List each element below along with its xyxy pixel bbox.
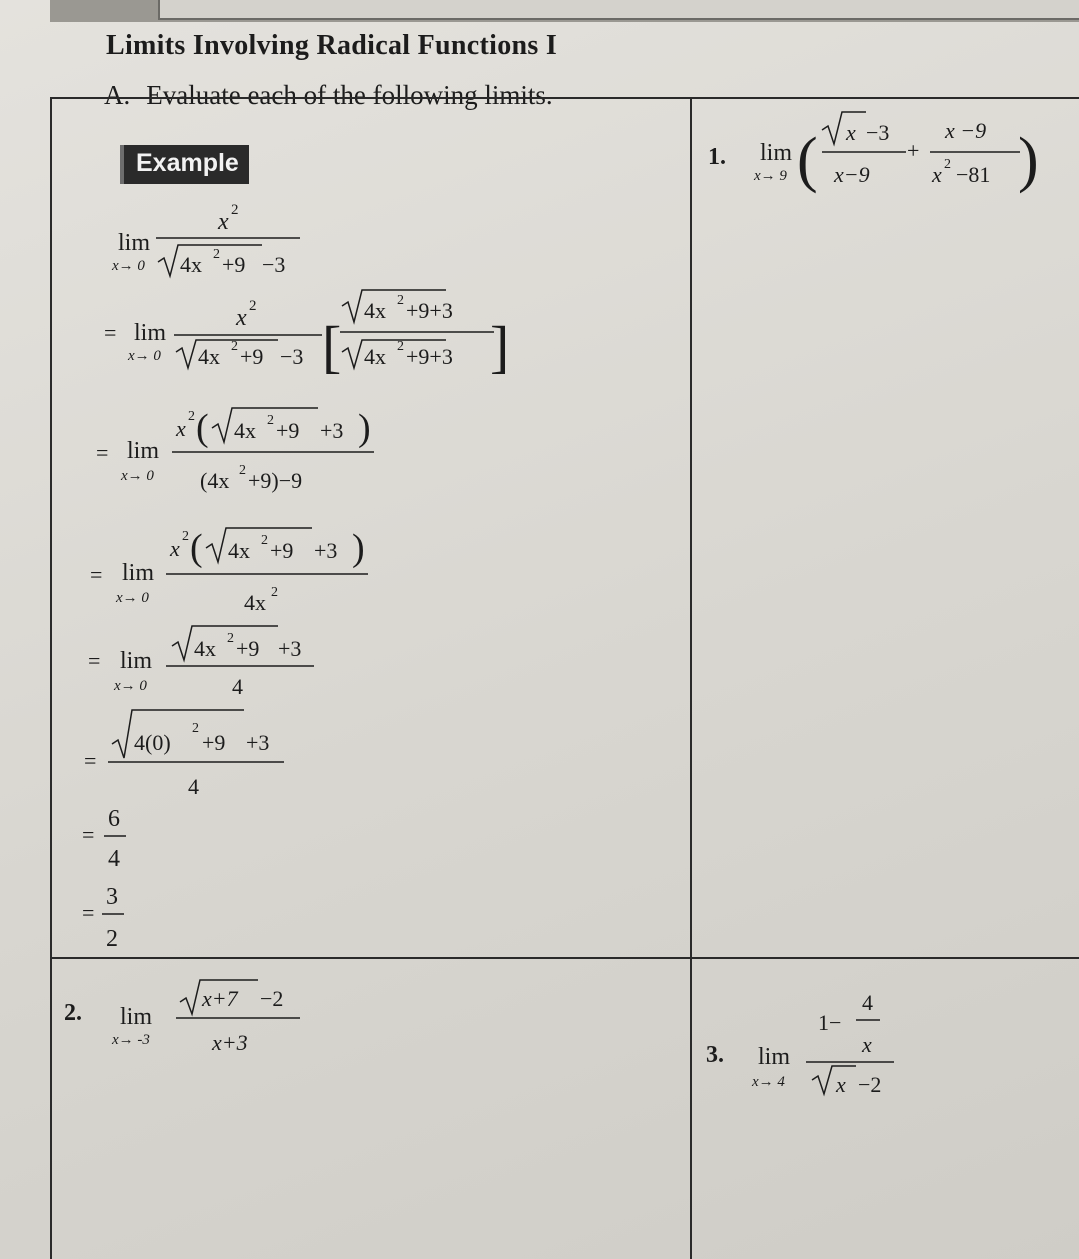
denominator-end: +9)−9 bbox=[248, 468, 303, 493]
open-paren: ( bbox=[190, 527, 203, 569]
denominator-tail: −81 bbox=[956, 162, 991, 187]
denominator: x+3 bbox=[212, 1030, 248, 1055]
example-step-1 bbox=[111, 202, 300, 277]
inner-denominator: x bbox=[862, 1032, 872, 1057]
lim-text: lim bbox=[122, 560, 155, 586]
close-paren: ) bbox=[358, 407, 371, 449]
numerator-x: x bbox=[236, 305, 247, 331]
plus-three: +3 bbox=[278, 636, 302, 661]
lim-text: lim bbox=[127, 438, 160, 464]
worksheet-title: Limits Involving Radical Functions I bbox=[106, 30, 558, 61]
equals-sign: = bbox=[84, 748, 97, 773]
exponent: 2 bbox=[397, 339, 404, 354]
problem-1 bbox=[708, 112, 1039, 194]
denominator: 4 bbox=[232, 674, 243, 699]
lim-subscript: x→ -3 bbox=[112, 1032, 150, 1048]
denominator: 2 bbox=[106, 926, 118, 952]
lim-text: lim bbox=[120, 1004, 153, 1030]
lim-text: lim bbox=[118, 230, 151, 256]
exponent: 2 bbox=[182, 529, 189, 544]
radicand-tail: +9 bbox=[222, 252, 246, 277]
radical-sign bbox=[172, 626, 278, 660]
exponent: 2 bbox=[239, 463, 246, 478]
exponent: 2 bbox=[271, 585, 278, 600]
equals-sign: = bbox=[82, 822, 95, 847]
instructions-label: A. bbox=[104, 80, 131, 110]
radicand: 4x bbox=[228, 538, 250, 563]
denominator: 4x bbox=[244, 590, 266, 615]
radicand: 4x bbox=[234, 418, 256, 443]
radicand: 4x bbox=[364, 298, 386, 323]
lim-subscript: x→ 9 bbox=[754, 168, 787, 184]
problem-number: 3. bbox=[706, 1042, 724, 1068]
radicand: 4x bbox=[364, 344, 386, 369]
lim-text: lim bbox=[120, 648, 153, 674]
radicand: x+7 bbox=[202, 986, 238, 1011]
exponent: 2 bbox=[261, 533, 268, 548]
exponent: 2 bbox=[267, 413, 274, 428]
radical-sign bbox=[822, 112, 866, 144]
problem-3 bbox=[706, 990, 894, 1097]
equals-sign: = bbox=[96, 440, 109, 465]
numerator: 6 bbox=[108, 806, 120, 832]
denominator: x−9 bbox=[834, 162, 870, 187]
example-step-6 bbox=[84, 710, 284, 799]
radicand-tail: +9+3 bbox=[406, 344, 453, 369]
lim-subscript: x→ 0 bbox=[116, 590, 149, 606]
plus-three: +3 bbox=[246, 730, 270, 755]
numerator: x −9 bbox=[945, 118, 987, 143]
equals-sign: = bbox=[104, 320, 117, 345]
denominator-start: (4x bbox=[200, 468, 230, 493]
exponent: 2 bbox=[249, 298, 257, 314]
radicand: 4x bbox=[194, 636, 216, 661]
radicand-tail: +9+3 bbox=[406, 298, 453, 323]
minus-term: −2 bbox=[858, 1072, 882, 1097]
close-paren: ) bbox=[352, 527, 365, 569]
radical-sign bbox=[206, 528, 312, 562]
numerator-start: 1− bbox=[818, 1010, 842, 1035]
lim-text: lim bbox=[134, 320, 167, 346]
radicand-tail: +9 bbox=[270, 538, 294, 563]
inner-numerator: 4 bbox=[862, 990, 873, 1015]
exponent: 2 bbox=[944, 157, 951, 172]
exponent: 2 bbox=[227, 631, 234, 646]
instructions-text: Evaluate each of the following limits. bbox=[146, 80, 553, 110]
denominator: 4 bbox=[108, 846, 120, 872]
plus-three: +3 bbox=[314, 538, 338, 563]
denominator-x: x bbox=[932, 162, 942, 187]
problem-number: 2. bbox=[64, 1000, 82, 1026]
example-step-3 bbox=[96, 407, 374, 493]
numerator-x: x bbox=[176, 416, 186, 441]
numerator-x: x bbox=[218, 209, 229, 235]
minus-term: −3 bbox=[280, 344, 304, 369]
lim-subscript: x→ 0 bbox=[114, 678, 147, 694]
exponent: 2 bbox=[231, 202, 239, 218]
example-step-5 bbox=[88, 626, 314, 699]
lim-subscript: x→ 4 bbox=[752, 1074, 785, 1090]
plus-sign: + bbox=[907, 138, 920, 163]
equals-sign: = bbox=[90, 562, 103, 587]
radicand-tail: +9 bbox=[240, 344, 264, 369]
right-bracket: ] bbox=[490, 314, 510, 379]
plus-three: +3 bbox=[320, 418, 344, 443]
lim-subscript: x→ 0 bbox=[112, 258, 145, 274]
denominator: 4 bbox=[188, 774, 199, 799]
radicand: 4x bbox=[180, 252, 202, 277]
exponent: 2 bbox=[188, 409, 195, 424]
numerator-x: x bbox=[170, 536, 180, 561]
numerator: 3 bbox=[106, 884, 118, 910]
minus-term: −2 bbox=[260, 986, 284, 1011]
radicand: x bbox=[836, 1072, 846, 1097]
close-paren: ) bbox=[1018, 126, 1039, 194]
exponent: 2 bbox=[397, 293, 404, 308]
example-step-7 bbox=[82, 806, 126, 872]
radicand: x bbox=[846, 120, 856, 145]
lim-subscript: x→ 0 bbox=[128, 348, 161, 364]
example-step-8 bbox=[82, 884, 124, 952]
exponent: 2 bbox=[213, 247, 220, 262]
example-step-2 bbox=[104, 290, 509, 379]
radicand-tail: +9 bbox=[202, 730, 226, 755]
example-badge: Example bbox=[120, 145, 249, 184]
radicand: 4(0) bbox=[134, 730, 171, 755]
left-bracket: [ bbox=[322, 314, 342, 379]
lim-text: lim bbox=[758, 1044, 791, 1070]
lim-text: lim bbox=[760, 140, 793, 166]
radicand: 4x bbox=[198, 344, 220, 369]
lim-subscript: x→ 0 bbox=[121, 468, 154, 484]
radical-sign bbox=[158, 245, 262, 276]
exponent: 2 bbox=[231, 339, 238, 354]
radicand-tail: +9 bbox=[236, 636, 260, 661]
open-paren: ( bbox=[196, 407, 209, 449]
radical-sign bbox=[812, 1066, 856, 1094]
minus-term: −3 bbox=[866, 120, 890, 145]
exponent: 2 bbox=[192, 721, 199, 736]
radicand-tail: +9 bbox=[276, 418, 300, 443]
radical-sign bbox=[212, 408, 318, 442]
problem-2 bbox=[64, 980, 300, 1055]
example-step-4 bbox=[90, 527, 368, 615]
problem-number: 1. bbox=[708, 144, 726, 170]
equals-sign: = bbox=[82, 900, 95, 925]
equals-sign: = bbox=[88, 648, 101, 673]
open-paren: ( bbox=[797, 126, 818, 194]
minus-term: −3 bbox=[262, 252, 286, 277]
